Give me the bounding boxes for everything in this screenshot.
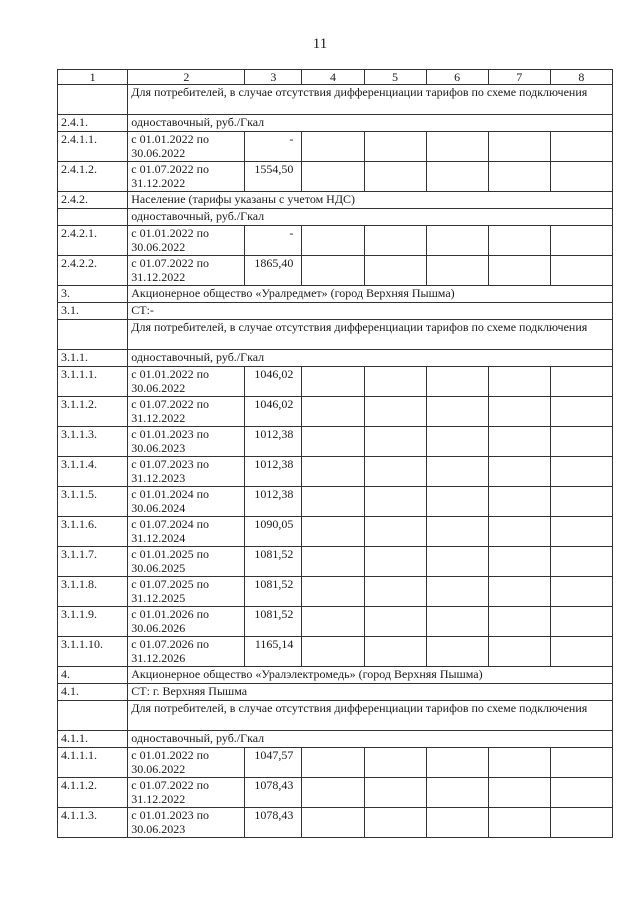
section-description: СТ: г. Верхняя Пышма [128, 684, 613, 701]
row-number: 2.4.1.1. [58, 132, 128, 162]
period-cell: с 01.01.2023 по 30.06.2023 [128, 808, 245, 838]
row-number: 2.4.2.1. [58, 226, 128, 256]
empty-cell [488, 226, 550, 256]
tariff-value-cell: 1081,52 [245, 547, 302, 577]
empty-cell [302, 487, 364, 517]
empty-cell [550, 162, 612, 192]
period-cell: с 01.07.2022 по 31.12.2022 [128, 162, 245, 192]
empty-cell [426, 226, 488, 256]
empty-cell [488, 132, 550, 162]
tariff-value-cell: 1046,02 [245, 397, 302, 427]
empty-cell [364, 457, 426, 487]
empty-cell [550, 367, 612, 397]
empty-cell [488, 256, 550, 286]
row-number: 3.1.1. [58, 350, 128, 367]
empty-cell [364, 397, 426, 427]
empty-cell [302, 607, 364, 637]
section-row [58, 85, 613, 115]
period-cell: с 01.07.2026 по 31.12.2026 [128, 637, 245, 667]
empty-cell [364, 637, 426, 667]
row-number: 3.1.1.10. [58, 637, 128, 667]
column-header: 5 [364, 70, 426, 85]
empty-cell [364, 778, 426, 808]
tariff-row [58, 457, 613, 487]
section-row [58, 286, 613, 303]
row-number: 3.1. [58, 303, 128, 320]
column-header: 7 [488, 70, 550, 85]
tariff-value-cell: 1012,38 [245, 457, 302, 487]
section-description: Население (тарифы указаны с учетом НДС) [128, 192, 613, 209]
tariff-row [58, 547, 613, 577]
tariff-value-cell: 1012,38 [245, 427, 302, 457]
period-cell: с 01.01.2022 по 30.06.2022 [128, 367, 245, 397]
empty-cell [364, 577, 426, 607]
empty-cell [302, 367, 364, 397]
empty-cell [426, 547, 488, 577]
empty-cell [426, 607, 488, 637]
tariff-value-cell: 1554,50 [245, 162, 302, 192]
row-number: 3.1.1.2. [58, 397, 128, 427]
section-row [58, 684, 613, 701]
empty-cell [302, 397, 364, 427]
section-row [58, 667, 613, 684]
empty-cell [488, 517, 550, 547]
tariff-row [58, 808, 613, 838]
tariff-value-cell: 1012,38 [245, 487, 302, 517]
period-cell: с 01.01.2022 по 30.06.2022 [128, 748, 245, 778]
tariff-row [58, 397, 613, 427]
empty-cell [550, 547, 612, 577]
section-description: одноставочный, руб./Гкал [128, 350, 613, 367]
tariff-value-cell: - [245, 132, 302, 162]
column-header: 3 [245, 70, 302, 85]
period-cell: с 01.01.2025 по 30.06.2025 [128, 547, 245, 577]
tariff-row [58, 132, 613, 162]
empty-cell [488, 427, 550, 457]
section-description: Для потребителей, в случае отсутствия дифференциации тарифов по схеме подключения [128, 85, 613, 115]
tariff-row [58, 367, 613, 397]
empty-cell [550, 607, 612, 637]
empty-cell [302, 547, 364, 577]
empty-cell [550, 637, 612, 667]
section-description: одноставочный, руб./Гкал [128, 731, 613, 748]
empty-cell [426, 162, 488, 192]
tariff-row [58, 637, 613, 667]
tariff-value-cell: 1078,43 [245, 808, 302, 838]
tariff-row [58, 748, 613, 778]
empty-cell [364, 547, 426, 577]
tariff-row [58, 517, 613, 547]
empty-cell [488, 637, 550, 667]
row-number: 4.1.1.1. [58, 748, 128, 778]
empty-cell [302, 517, 364, 547]
empty-cell [426, 517, 488, 547]
empty-cell [364, 808, 426, 838]
empty-cell [550, 132, 612, 162]
section-description: СТ:- [128, 303, 613, 320]
empty-cell [364, 367, 426, 397]
empty-cell [302, 427, 364, 457]
tariff-value-cell: 1081,52 [245, 607, 302, 637]
column-header: 6 [426, 70, 488, 85]
tariff-value-cell: 1081,52 [245, 577, 302, 607]
column-header: 8 [550, 70, 612, 85]
period-cell: с 01.07.2022 по 31.12.2022 [128, 778, 245, 808]
period-cell: с 01.01.2024 по 30.06.2024 [128, 487, 245, 517]
section-description: одноставочный, руб./Гкал [128, 115, 613, 132]
row-number: 4.1.1.2. [58, 778, 128, 808]
tariff-value-cell: 1165,14 [245, 637, 302, 667]
row-number: 3.1.1.6. [58, 517, 128, 547]
section-row [58, 192, 613, 209]
empty-cell [550, 256, 612, 286]
empty-cell [550, 517, 612, 547]
empty-cell [426, 457, 488, 487]
tariff-row [58, 487, 613, 517]
empty-cell [364, 607, 426, 637]
row-number: 3.1.1.1. [58, 367, 128, 397]
empty-cell [364, 256, 426, 286]
empty-cell [364, 162, 426, 192]
period-cell: с 01.01.2022 по 30.06.2022 [128, 226, 245, 256]
row-number [58, 209, 128, 226]
section-row [58, 115, 613, 132]
row-number: 2.4.2.2. [58, 256, 128, 286]
column-header: 2 [128, 70, 245, 85]
section-description: Акционерное общество «Уралэлектромедь» (город Верхняя Пышма) [128, 667, 613, 684]
section-row [58, 701, 613, 731]
empty-cell [426, 132, 488, 162]
empty-cell [488, 162, 550, 192]
empty-cell [550, 808, 612, 838]
empty-cell [302, 162, 364, 192]
column-header: 4 [302, 70, 364, 85]
period-cell: с 01.07.2022 по 31.12.2022 [128, 397, 245, 427]
row-number [58, 85, 128, 115]
empty-cell [426, 577, 488, 607]
section-row [58, 320, 613, 350]
empty-cell [488, 778, 550, 808]
row-number [58, 320, 128, 350]
empty-cell [426, 637, 488, 667]
section-description: одноставочный, руб./Гкал [128, 209, 613, 226]
empty-cell [302, 256, 364, 286]
empty-cell [488, 397, 550, 427]
tariff-value-cell: 1078,43 [245, 778, 302, 808]
row-number: 3.1.1.5. [58, 487, 128, 517]
row-number: 2.4.2. [58, 192, 128, 209]
period-cell: с 01.01.2022 по 30.06.2022 [128, 132, 245, 162]
empty-cell [550, 226, 612, 256]
empty-cell [426, 487, 488, 517]
empty-cell [426, 367, 488, 397]
empty-cell [426, 748, 488, 778]
section-row [58, 350, 613, 367]
row-number: 4.1. [58, 684, 128, 701]
column-number-header-row [58, 70, 613, 85]
section-row [58, 209, 613, 226]
row-number: 3.1.1.4. [58, 457, 128, 487]
empty-cell [488, 547, 550, 577]
period-cell: с 01.07.2022 по 31.12.2022 [128, 256, 245, 286]
row-number: 4. [58, 667, 128, 684]
empty-cell [426, 256, 488, 286]
tariff-value-cell: 1046,02 [245, 367, 302, 397]
empty-cell [550, 487, 612, 517]
row-number: 3.1.1.8. [58, 577, 128, 607]
tariff-row [58, 256, 613, 286]
period-cell: с 01.01.2023 по 30.06.2023 [128, 427, 245, 457]
section-description: Для потребителей, в случае отсутствия дифференциации тарифов по схеме подключения [128, 701, 613, 731]
empty-cell [364, 226, 426, 256]
section-description: Акционерное общество «Уралредмет» (город Верхняя Пышма) [128, 286, 613, 303]
empty-cell [550, 457, 612, 487]
empty-cell [488, 487, 550, 517]
empty-cell [488, 577, 550, 607]
empty-cell [302, 748, 364, 778]
section-row [58, 731, 613, 748]
page-number: 11 [312, 36, 328, 52]
empty-cell [550, 397, 612, 427]
column-header: 1 [58, 70, 128, 85]
empty-cell [302, 778, 364, 808]
row-number [58, 701, 128, 731]
tariff-row [58, 577, 613, 607]
empty-cell [302, 132, 364, 162]
tariff-value-cell: 1090,05 [245, 517, 302, 547]
empty-cell [426, 808, 488, 838]
row-number: 3.1.1.9. [58, 607, 128, 637]
tariff-value-cell: 1047,57 [245, 748, 302, 778]
tariff-row [58, 427, 613, 457]
empty-cell [488, 457, 550, 487]
empty-cell [426, 427, 488, 457]
empty-cell [302, 577, 364, 607]
empty-cell [488, 748, 550, 778]
row-number: 4.1.1.3. [58, 808, 128, 838]
empty-cell [550, 577, 612, 607]
period-cell: с 01.07.2024 по 31.12.2024 [128, 517, 245, 547]
section-row [58, 303, 613, 320]
tariff-row [58, 226, 613, 256]
empty-cell [364, 487, 426, 517]
empty-cell [488, 808, 550, 838]
row-number: 3.1.1.7. [58, 547, 128, 577]
tariff-row [58, 607, 613, 637]
period-cell: с 01.07.2025 по 31.12.2025 [128, 577, 245, 607]
empty-cell [488, 367, 550, 397]
empty-cell [550, 427, 612, 457]
period-cell: с 01.01.2026 по 30.06.2026 [128, 607, 245, 637]
empty-cell [550, 748, 612, 778]
tariff-row [58, 778, 613, 808]
section-description: Для потребителей, в случае отсутствия дифференциации тарифов по схеме подключения [128, 320, 613, 350]
tariff-value-cell: - [245, 226, 302, 256]
tariff-value-cell: 1865,40 [245, 256, 302, 286]
empty-cell [550, 778, 612, 808]
empty-cell [364, 132, 426, 162]
row-number: 3. [58, 286, 128, 303]
empty-cell [302, 808, 364, 838]
empty-cell [426, 778, 488, 808]
empty-cell [364, 748, 426, 778]
tariff-table [57, 69, 613, 838]
empty-cell [426, 397, 488, 427]
row-number: 3.1.1.3. [58, 427, 128, 457]
empty-cell [364, 517, 426, 547]
row-number: 2.4.1.2. [58, 162, 128, 192]
empty-cell [302, 226, 364, 256]
row-number: 2.4.1. [58, 115, 128, 132]
tariff-row [58, 162, 613, 192]
empty-cell [302, 457, 364, 487]
empty-cell [488, 607, 550, 637]
row-number: 4.1.1. [58, 731, 128, 748]
empty-cell [302, 637, 364, 667]
empty-cell [364, 427, 426, 457]
period-cell: с 01.07.2023 по 31.12.2023 [128, 457, 245, 487]
